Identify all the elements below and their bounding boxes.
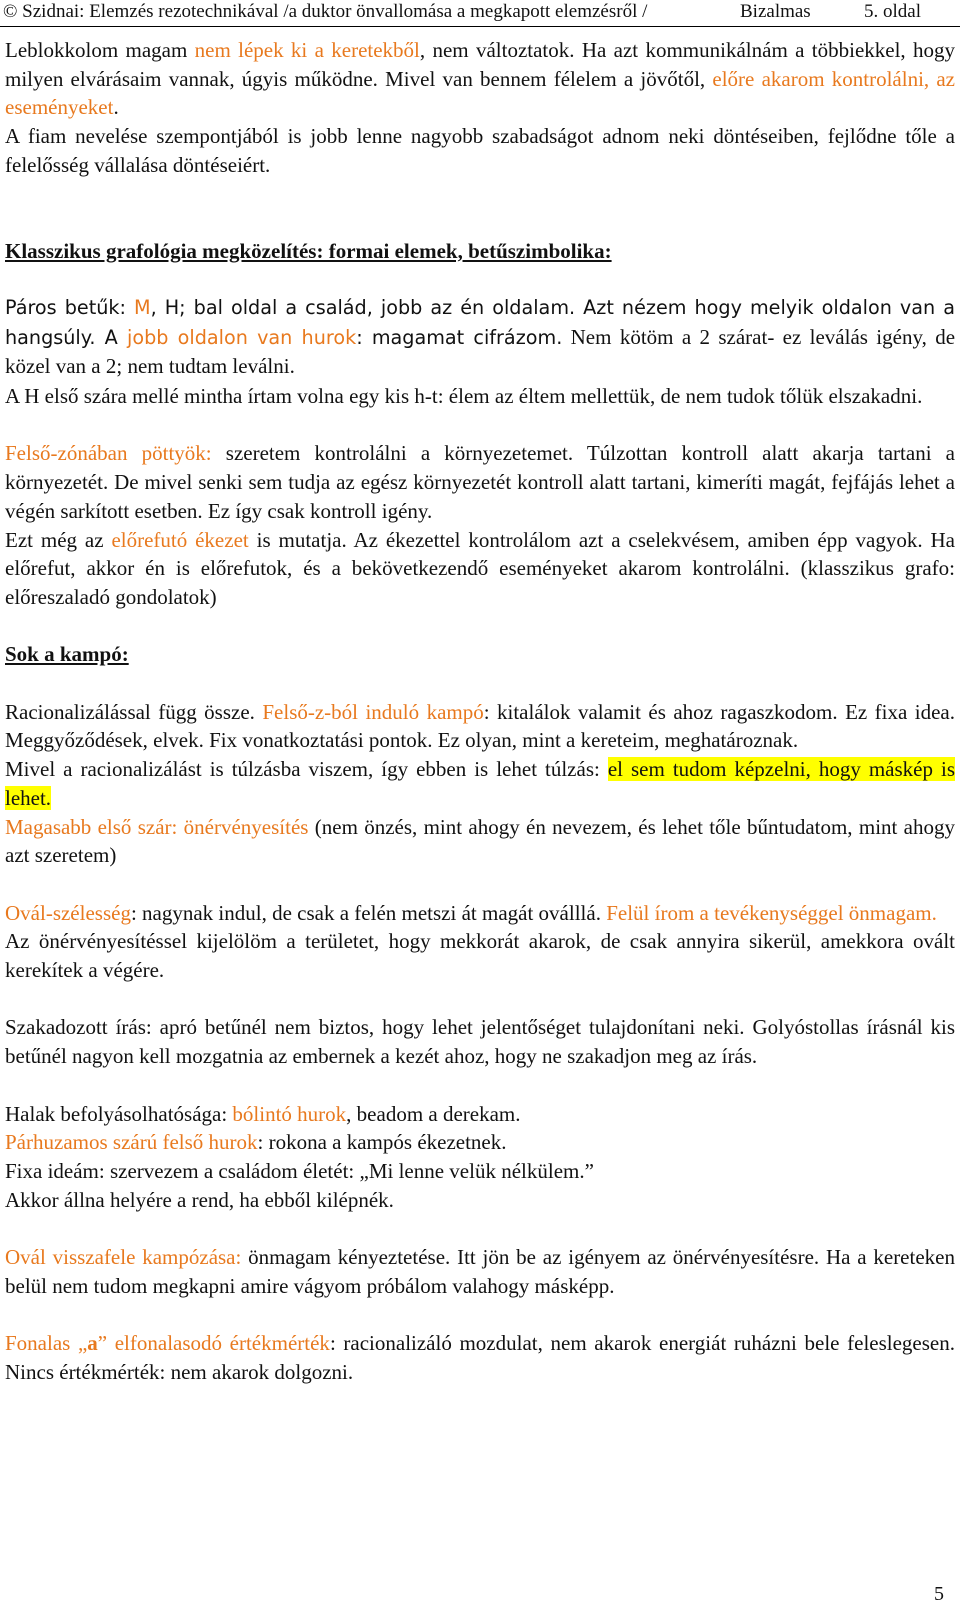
- paragraph: [5, 439, 955, 525]
- paragraph-spacer: [5, 265, 955, 294]
- highlighted-phrase: előre akarom kontrolálni, az eseményeket: [5, 66, 956, 120]
- paragraph-spacer: [5, 180, 955, 237]
- text-run: , H; bal oldal a család, jobb az én oldalam. Azt nézem hogy melyik oldalon van a hangsúly. A: [5, 295, 955, 349]
- text-run: Fixa ideám: szervezem a családom életét: „Mi lenne velük nélkülem.”: [5, 1158, 594, 1183]
- text-run: Szakadozott írás: apró betűnél nem biztos, hogy lehet jelentőséget tulajdonítani neki. Golyóstollas írásnál kis betűnél nagyon kell mozgatnia az embernek a kezét ahoz, hogy ne szakadjon meg az írás.: [5, 1015, 955, 1069]
- text-run: A fiam nevelése szempontjából is jobb lenne nagyobb szabadságot adnom neki döntéseiben, fejlődne tőle a felelősség vállalása döntéseiért.: [5, 124, 955, 177]
- paragraph: [5, 899, 955, 928]
- paragraph: [5, 698, 955, 755]
- paragraph: [5, 813, 955, 870]
- page-number: 5: [934, 1583, 944, 1605]
- highlighted-phrase: előrefutó ékezet: [111, 527, 249, 552]
- paragraph: [5, 1243, 955, 1300]
- paragraph: [5, 122, 955, 179]
- highlighted-phrase: Felső-zónában pöttyök:: [5, 441, 212, 466]
- text-run: Páros betűk:: [5, 295, 135, 319]
- paragraph: [5, 36, 955, 122]
- highlighted-phrase: Párhuzamos szárú felső hurok: [5, 1130, 258, 1155]
- text-run: Nem kötöm a 2 szárat- ez leválás igény, de közel van a 2; nem tudtam leválni.: [5, 324, 956, 379]
- header-page-label: 5. oldal: [864, 1, 921, 22]
- text-run: Halak befolyásolhatósága:: [5, 1101, 233, 1126]
- highlighted-phrase: jobb oldalon van hurok: [127, 325, 357, 349]
- paragraph-spacer: [5, 870, 955, 899]
- header-category: Bizalmas: [740, 1, 811, 22]
- text-run: Klasszikus grafológia megközelítés: formai elemek, betűszimbolika:: [5, 238, 612, 263]
- text-run: , nem változtatok. Ha azt kommunikálnám a többiekkel, hogy milyen elvárásaim vannak, úgyis működne. Mivel van bennem félelem a jövőtől,: [5, 38, 955, 91]
- highlighted-phrase: Ovál-szélesség: [5, 900, 131, 925]
- highlighted-phrase: Felső-z-ból induló kampó: [262, 699, 484, 724]
- paragraph: [5, 1186, 955, 1215]
- paragraph-spacer: [5, 1300, 955, 1329]
- paragraph-spacer: [5, 411, 955, 440]
- paragraph-spacer: [5, 1071, 955, 1100]
- text-run: Mivel a racionalizálást is túlzásba viszem, így ebben is lehet túlzás:: [5, 757, 608, 782]
- page-header: [0, 0, 960, 27]
- paragraph: [5, 1157, 955, 1186]
- highlighted-phrase: bólintó hurok: [232, 1101, 347, 1126]
- paragraph: [5, 382, 955, 411]
- paragraph: [5, 294, 955, 382]
- highlighted-phrase: Ovál visszafele kampózása:: [5, 1245, 242, 1269]
- text-run: Leblokkolom magam: [5, 38, 195, 62]
- text-run: Az önérvényesítéssel kijelölöm a területet, hogy mekkorát akarok, de csak annyira sikerül, amekkora ovált kerekítek a végére.: [5, 929, 955, 983]
- text-run: : racionalizáló mozdulat, nem akarok energiát ruházni bele feleslegesen. Nincs értékmérték: nem akarok dolgozni.: [5, 1331, 955, 1384]
- text-run: önmagam kényeztetése. Itt jön be az igényem az önérvényesítésre. Ha a kereteken belül nem tudom megkapni amire vágyom próbálom valahogy másképp.: [5, 1245, 955, 1298]
- text-run: Racionalizálással függ össze.: [5, 699, 263, 724]
- paragraph: [5, 927, 955, 984]
- highlighted-phrase: M: [134, 295, 151, 319]
- text-run: (nem önzés, mint ahogy én nevezem, és lehet tőle bűntudatom, mint ahogy azt szeretem): [5, 814, 955, 868]
- paragraph-spacer: [5, 669, 955, 698]
- text-run: Ezt még az: [5, 527, 112, 552]
- text-run: Sok a kampó:: [5, 642, 129, 667]
- highlighted-phrase: nem lépek ki a keretekből: [194, 38, 420, 62]
- yellow-highlight: el sem tudom képzelni, hogy máskép is lehet.: [5, 757, 955, 810]
- text-run: Akkor állna helyére a rend, ha ebből kilépnék.: [5, 1187, 394, 1212]
- paragraph: [5, 1013, 955, 1070]
- text-run: : rokona a kampós ékezetnek.: [257, 1130, 507, 1155]
- section-heading: [5, 237, 955, 266]
- highlighted-phrase: Felül írom a tevékenységgel önmagam.: [606, 900, 937, 925]
- paragraph: [5, 526, 955, 612]
- text-run: .: [113, 95, 119, 120]
- text-run: , beadom a derekam.: [346, 1101, 521, 1126]
- text-run: : magamat cifrázom.: [356, 325, 563, 349]
- text-run: is mutatja. Az ékezettel kontrolálom azt a cselekvésem, amiben épp vagyok. Ha előrefut, akkor én is előrefutok, és a bekövetkezendő eseményeket akarom kontrolálni. (klasszikus grafo: előreszaladó gondolatok): [5, 527, 955, 609]
- text-run: : kitalálok valamit és ahoz ragaszkodom. Ez fixa idea. Meggyőződések, elvek. Fix vonatkoztatási pontok. Ez olyan, mint a kereteim, meghatároznak.: [5, 699, 955, 753]
- section-heading: [5, 640, 955, 669]
- document-body: [5, 36, 955, 1387]
- paragraph: [5, 755, 955, 812]
- paragraph-spacer: [5, 1214, 955, 1243]
- text-run: A H első szára mellé mintha írtam volna egy kis h-t: élem az éltem mellettük, de nem tudok tőlük elszakadni.: [5, 384, 923, 409]
- paragraph-spacer: [5, 612, 955, 641]
- text-run: : nagynak indul, de csak a felén metszi át magát oválllá.: [130, 900, 607, 925]
- highlighted-phrase: Fonalas „: [5, 1331, 88, 1356]
- highlighted-phrase: a: [87, 1331, 98, 1356]
- paragraph: [5, 1329, 955, 1386]
- header-title: © Szidnai: Elemzés rezotechnikával /a duktor önvallomása a megkapott elemzésről /: [3, 1, 648, 22]
- paragraph: [5, 1128, 955, 1157]
- highlighted-phrase: ” elfonalasodó értékmérték: [97, 1331, 330, 1356]
- paragraph: [5, 1100, 955, 1129]
- text-run: szeretem kontrolálni a környezetemet. Túlzottan kontroll alatt akarja tartani a környezetét. De mivel senki sem tudja az egész környezetét kontroll alatt tartani, kimeríti magát, fejfájás lehet a végén sarkított esetben. Ez így csak kontroll igény.: [5, 441, 955, 523]
- highlighted-phrase: Magasabb első szár: önérvényesítés: [5, 814, 309, 839]
- paragraph-spacer: [5, 985, 955, 1014]
